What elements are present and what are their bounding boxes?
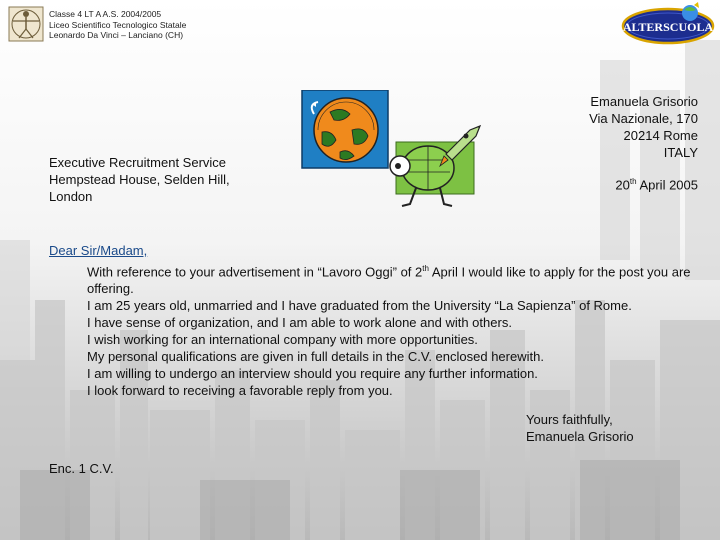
date-day: 20	[615, 177, 630, 193]
vitruvian-man-icon	[8, 6, 44, 42]
school-location-line: Leonardo Da Vinci – Lanciano (CH)	[49, 30, 184, 40]
enclosure-note: Enc. 1 C.V.	[49, 461, 114, 476]
salutation: Dear Sir/Madam,	[49, 243, 148, 258]
recipient-line: London	[49, 189, 93, 204]
body-text: With reference to your advertisement in “Lavoro Oggi” of 2	[87, 264, 423, 280]
body-line: My personal qualifications are given in full details in the C.V. enclosed herewith.	[87, 349, 544, 365]
globe-rocket-clipart	[300, 90, 500, 220]
school-name-line: Liceo Scientifico Tecnologico Statale	[49, 19, 187, 30]
sender-country: ITALY	[663, 145, 698, 160]
sender-street: Via Nazionale, 170	[589, 111, 698, 126]
body-paragraph	[87, 260, 702, 297]
logo-text: ALTERSCUOLA	[622, 20, 714, 34]
letter-date	[615, 177, 698, 192]
date-rest: April 2005	[636, 177, 698, 193]
closing-phrase: Yours faithfully,	[526, 412, 613, 427]
school-header	[49, 9, 186, 41]
sender-address	[589, 93, 698, 161]
body-line: I have sense of organization, and I am able to work alone and with others.	[87, 315, 512, 331]
body-superscript: th	[422, 264, 429, 273]
letter-body	[87, 260, 702, 399]
date-suffix: th	[629, 177, 637, 186]
recipient-line: Hempstead House, Selden Hill,	[49, 172, 230, 187]
body-line: I wish working for an international company with more opportunities.	[87, 332, 478, 348]
recipient-address	[49, 154, 230, 205]
sender-name: Emanuela Grisorio	[590, 94, 698, 109]
school-class-line: Classe 4 LT A A.S. 2004/2005	[49, 9, 162, 19]
closing-block	[526, 411, 634, 445]
body-text: April I would like to apply for the post you are offering.	[87, 264, 691, 297]
body-line: I look forward to receiving a favorable reply from you.	[87, 383, 393, 399]
alterscuola-logo	[620, 2, 716, 46]
signature-name: Emanuela Grisorio	[526, 429, 634, 444]
body-line: I am willing to undergo an interview should you require any further information.	[87, 366, 538, 382]
sender-city: 20214 Rome	[623, 128, 698, 143]
recipient-line: Executive Recruitment Service	[49, 155, 227, 170]
body-line: I am 25 years old, unmarried and I have graduated from the University “La Sapienza” of Rome.	[87, 298, 632, 314]
